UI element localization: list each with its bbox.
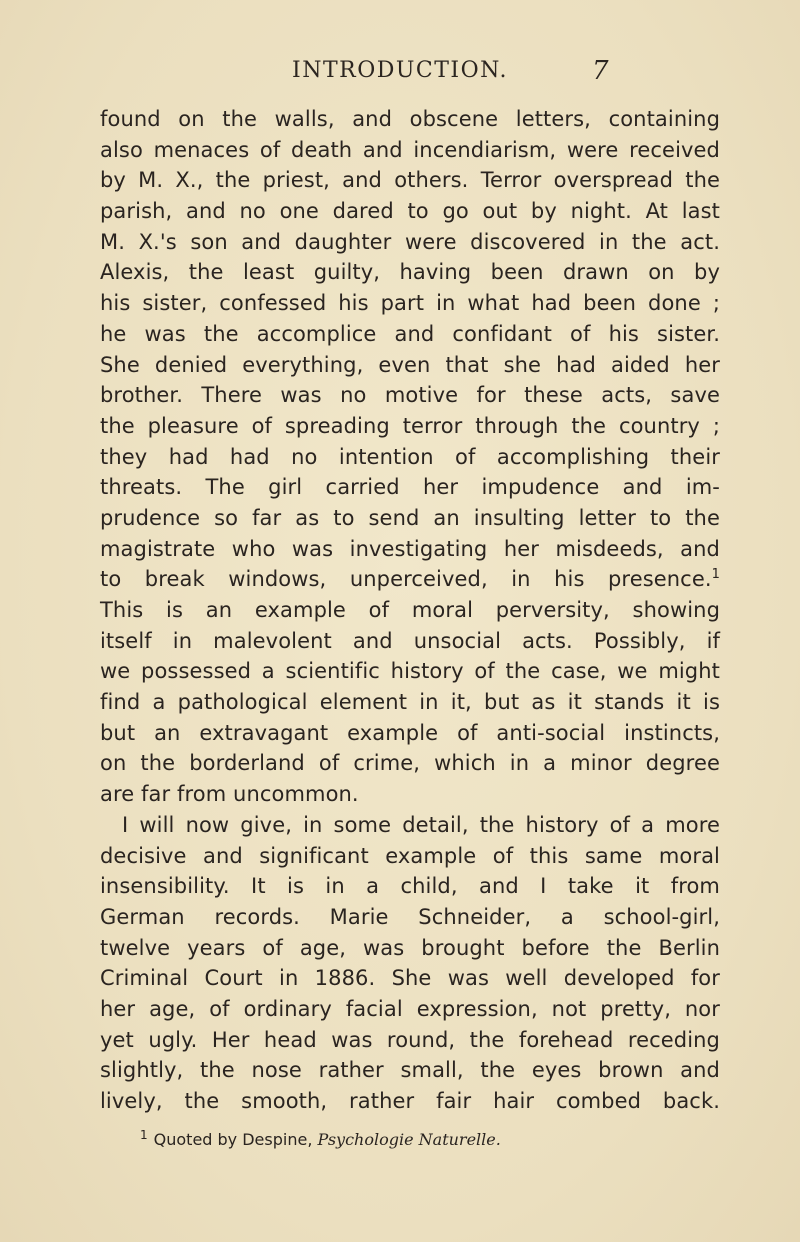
text-line: threats. The girl carried her impudence and im-: [100, 475, 720, 500]
text-line: She denied everything, even that she had aided her: [100, 352, 720, 377]
text-line: by M. X., the priest, and others. Terror overspread the: [100, 168, 720, 193]
footnote: [140, 1127, 501, 1149]
text-line: also menaces of death and incendiarism, were received: [100, 137, 720, 162]
text-line: twelve years of age, was brought before the Berlin: [100, 935, 720, 960]
footnote-mark: 1: [140, 1127, 148, 1142]
text-line: decisive and significant example of this same moral: [100, 843, 720, 868]
text-line-with-footnote: [100, 564, 720, 595]
footnote-book-title: Psychologie Naturelle.: [317, 1130, 501, 1149]
running-head: INTRODUCTION.: [292, 58, 508, 83]
text-line: slightly, the nose rather small, the eyes brown and: [100, 1058, 720, 1083]
text-line: lively, the smooth, rather fair hair combed back.: [100, 1089, 720, 1113]
text-line-content: to break windows, unperceived, in his presence.: [100, 567, 712, 592]
text-line: German records. Marie Schneider, a school-girl,: [100, 904, 720, 929]
text-line: they had had no intention of accomplishing their: [100, 444, 720, 469]
text-line: This is an example of moral perversity, showing: [100, 598, 720, 622]
footnote-text: Quoted by Despine,: [153, 1130, 313, 1149]
text-line: found on the walls, and obscene letters, containing: [100, 107, 720, 131]
text-line: brother. There was no motive for these acts, save: [100, 383, 720, 408]
text-line: find a pathological element in it, but as it stands it is: [100, 690, 720, 715]
text-line: her age, of ordinary facial expression, not pretty, nor: [100, 996, 720, 1021]
text-line: M. X.'s son and daughter were discovered in the act.: [100, 229, 720, 254]
text-line: Criminal Court in 1886. She was well developed for: [100, 966, 720, 991]
text-line: are far from uncommon.: [100, 782, 359, 807]
text-line: prudence so far as to send an insulting letter to the: [100, 505, 720, 530]
text-line: the pleasure of spreading terror through the country ;: [100, 413, 720, 438]
footnote-reference: 1: [711, 567, 720, 583]
text-line: Alexis, the least guilty, having been drawn on by: [100, 260, 720, 285]
text-line: itself in malevolent and unsocial acts. Possibly, if: [100, 628, 720, 653]
text-line: insensibility. It is in a child, and I take it from: [100, 874, 720, 899]
page-header: [0, 58, 800, 92]
text-line: magistrate who was investigating her misdeeds, and: [100, 536, 720, 561]
text-line: yet ugly. Her head was round, the forehead receding: [100, 1027, 720, 1052]
text-line: his sister, confessed his part in what had been done ;: [100, 291, 720, 316]
text-line: parish, and no one dared to go out by night. At last: [100, 199, 720, 224]
text-line: on the borderland of crime, which in a minor degree: [100, 751, 720, 776]
text-line: I will now give, in some detail, the history of a more: [122, 812, 720, 837]
text-line: he was the accomplice and confidant of his sister.: [100, 321, 720, 346]
body-text: [100, 104, 720, 1117]
page-number: 7: [592, 56, 609, 86]
text-line: we possessed a scientific history of the case, we might: [100, 659, 720, 684]
text-line: but an extravagant example of anti-social instincts,: [100, 720, 720, 745]
